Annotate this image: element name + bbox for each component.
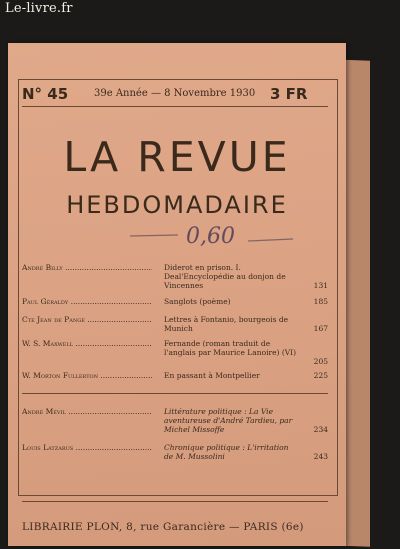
- toc-author: Cte Jean de Pange .....: [22, 315, 152, 324]
- toc-page: 167: [313, 324, 328, 333]
- header-rule: [22, 106, 328, 107]
- toc-work: Sanglots (poème): [164, 297, 231, 306]
- toc-work: En passant à Montpellier: [164, 371, 260, 380]
- toc-page: 131: [313, 281, 328, 290]
- publisher-line: LIBRAIRIE PLON, 8, rue Garancière — PARIS (6e): [22, 521, 304, 533]
- toc-page: 225: [313, 371, 328, 380]
- toc-author: André Billy .....: [22, 263, 152, 272]
- footer-rule: [22, 501, 328, 502]
- toc-author: Louis Latzarus .....: [22, 443, 152, 452]
- toc-work: Diderot en prison. I. Deal'Encyclopédie au donjon de Vincennes: [164, 263, 286, 290]
- toc-page: 234: [313, 425, 328, 434]
- toc-author: W. Morton Fullerton .....: [22, 371, 152, 380]
- toc-work: Lettres à Fontanio, bourgeois de Munich: [164, 315, 289, 333]
- toc-page: 205: [313, 357, 328, 366]
- handwritten-price-text: 0,60: [186, 224, 235, 249]
- issue-number: N° 45: [22, 85, 69, 103]
- toc-author: Paul Géraldy .....: [22, 297, 152, 306]
- toc-page: 185: [313, 297, 328, 306]
- price: 3 FR: [270, 85, 308, 103]
- magazine-cover: [8, 43, 346, 546]
- date-line: 39e Année — 8 Novembre 1930: [94, 88, 256, 99]
- toc-work: Fernande (roman traduit de l'anglais par Maurice Lanoire) (VI): [164, 339, 297, 357]
- handwritten-price: [128, 219, 298, 255]
- toc-author: André Mévil .....: [22, 407, 152, 416]
- watermark-logo: Le-livre.fr: [5, 1, 73, 16]
- toc-author: W. S. Maxwell .....: [22, 339, 152, 348]
- toc-divider: [22, 393, 328, 394]
- pencil-mark-icon: [128, 219, 298, 251]
- magazine-subtitle: HEBDOMADAIRE: [66, 191, 288, 219]
- toc-work: Littérature politique : La Vie aventureuse d'André Tardieu, par Michel Missoffe: [164, 407, 293, 434]
- magazine-title: LA REVUE: [63, 133, 291, 181]
- toc-work: Chronique politique : L'irritation de M. Mussolini: [164, 443, 289, 461]
- toc-page: 243: [313, 452, 328, 461]
